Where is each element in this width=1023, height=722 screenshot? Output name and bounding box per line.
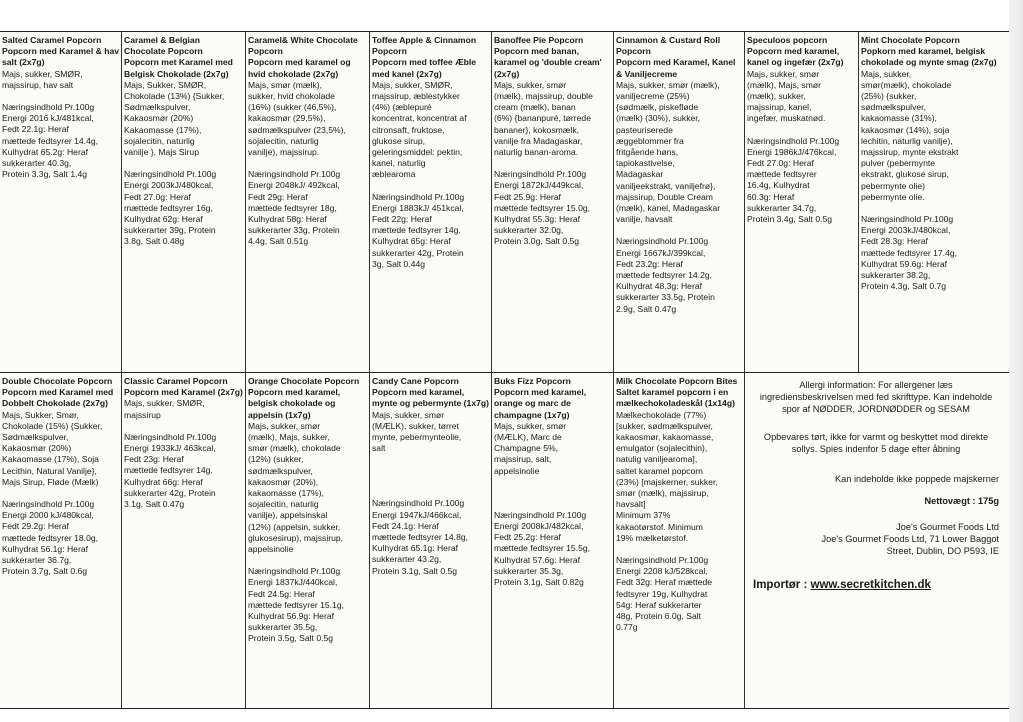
- product-cell: [0, 372, 122, 708]
- product-subtitle: Popcorn med Karamel, Kanel & Vaniljecreme: [616, 57, 736, 79]
- product-subtitle: Popcorn met Karamel med Belgisk Chokolade (2x7g): [124, 57, 233, 79]
- product-nutrition: Næringsindhold Pr.100g Energi 1837kJ/440kcal, Fedt 24.5g: Heraf mættede fedtsyrer 15.1g, Kulhydrat 56.9g: Heraf sukkerarter 35.5g, Protein 3.5g, Salt 0.5g: [248, 566, 345, 644]
- product-nutrition: Næringsindhold Pr.100g Energi 1872kJ/449kcal, Fedt 25.9g: Heraf mættede fedtsyrer 15.0g, Kulhydrat 55.3g: Heraf sukkerarter 32.0g, Protein 3.0g, Salt 0.5g: [494, 169, 591, 247]
- product-subtitle: Popcorn med toffee Æble med kanel (2x7g): [372, 57, 477, 79]
- product-ingredients: Majs, sukker, smør (MÆLK), Marc de Champagne 5%, majssirup, salt, appelsinolie: [494, 420, 567, 476]
- product-ingredients: Majs, Sukker, Smør, Chokolade (15%) {Sukker, Sødmælkspulver, Kakaosmør (20%) Kakaomasse (17%), Soja Lecithin, Natural Vanilje}, Majs Sirup, Fløde (Mælk): [2, 409, 103, 487]
- product-cell: [492, 32, 614, 372]
- product-title: Milk Chocolate Popcorn Bites: [616, 376, 738, 386]
- importer-link[interactable]: www.secretkitchen.dk: [810, 579, 931, 591]
- product-title: Toffee Apple & Cinnamon Popcorn: [372, 35, 477, 57]
- product-ingredients: Majs, sukker, SMØR, majssirup, hav salt: [2, 68, 83, 90]
- product-cell: [614, 372, 745, 708]
- product-title: Caramel& White Chocolate Popcorn: [248, 35, 358, 57]
- page-edge-shadow: [1009, 0, 1023, 722]
- label-sheet: [0, 31, 1009, 707]
- storage-info: Opbevares tørt, ikke for varmt og beskyttet mod direkte sollys. Spies indenfor 5 dage efter åbning: [763, 432, 989, 454]
- product-ingredients: Majs, sukker, SMØR, majssirup: [124, 398, 205, 420]
- product-cell: [0, 32, 122, 372]
- product-nutrition: Næringsindhold Pr.100g Energi 2048kJ/ 492kcal, Fedt 29g: Heraf mættede fedtsyrer 18g, Kulhydrat 58g: Heraf sukkerarter 33g, Protein 4.4g, Salt 0.51g: [248, 169, 341, 247]
- product-nutrition: Næringsindhold Pr.100g Energi 2003kJ/480kcal, Fedt 28.3g: Heraf mættede fedtsyrer 17.4g, Kulhydrat 59.6g: Heraf sukkerarter 38.2g, Protein 4.3g, Salt 0.7g: [861, 214, 958, 292]
- product-nutrition: Næringsindhold Pr.100g Energi 1947kJ/466kcal, Fedt 24.1g: Heraf mættede fedtsyrer 14.8g, Kulhydrat 65.1g: Heraf sukkerarter 43.2g, Protein 3.1g, Salt 0.5g: [372, 498, 469, 576]
- product-cell: [492, 372, 614, 708]
- product-ingredients: Majs, sukker, smør (mælk), Majs, smør (mælk), sukker, majssirup, kanel, ingefær, muskatnød.: [747, 68, 826, 124]
- product-nutrition: Næringsindhold Pr.100g Energi 2208 kJ/528kcal, Fedt 32g: Heraf mættede fedtsyrer 19g, Kulhydrat 54g: Heraf sukkerarter 48g, Protein 6.0g, Salt 0.77g: [616, 555, 713, 633]
- product-nutrition: Næringsindhold Pr.100g Energi 1883kJ/ 451kcal, Fedt 22g: Heraf mættede fedtsyrer 14g, Kulhydrat 65g: Heraf sukkerarter 42g, Protein 3g, Salt 0.44g: [372, 191, 465, 269]
- product-title: Salted Caramel Popcorn: [2, 35, 102, 45]
- product-cell: [745, 32, 859, 372]
- product-cell: [370, 372, 492, 708]
- product-ingredients: Majs, sukker, smør (mælk), vaniljecreme (25%) {sødmælk, piskefløde (mælk) (30%), sukker, pasteuriserede æggeblommer fra fritgående høns, tapiokastivelse, Madagaskar vaniljeekstrakt, vaniljefrø}, majssirup, Double Cream (mælk), kanel, Madagaskar vanilje, havsalt: [616, 79, 721, 225]
- product-title: Orange Chocolate Popcorn: [248, 376, 360, 386]
- product-title: Cinnamon & Custard Roll Popcorn: [616, 35, 721, 57]
- product-ingredients: Majs, sukker, smør (mælk), majssirup, double cream (mælk), banan (6%) {bananpuré, tørrede bananer}, kokosmælk, vanilje fra Madagaskar, naturlig banan-aroma.: [494, 79, 593, 158]
- product-subtitle: Saltet karamel popcorn i en mælkechokoladeskål (1x14g): [616, 387, 735, 409]
- product-subtitle: Popcorn med karamel, kanel og ingefær (2x7g): [747, 46, 844, 68]
- product-subtitle: Popcorn med Karamel & hav salt (2x7g): [2, 46, 120, 68]
- product-ingredients: Majs, sukker, smør (mælk), Majs, sukker, smør (mælk), chokolade (12%) (sukker, sødmælkspulver, kakaosmør (20%), kakaomasse (17%), sojalecitin, naturlig vanilje), appelsinskal (12%) (appelsin, sukker, glukosesirup), majssirup, appelsinolie: [248, 420, 344, 555]
- product-ingredients: Majs, sukker, SMØR, majssirup, æblestykker (4%) (æblepuré koncentrat, koncentrat af citronsaft, fruktose, glukose sirup, geleringsmiddel: pektin, kanel, naturlig æblearoma: [372, 79, 467, 180]
- may-contain-info: Kan indeholde ikke poppede majskerner: [835, 474, 999, 484]
- product-title: Mint Chocolate Popcorn: [861, 35, 960, 45]
- product-cell: [246, 372, 370, 708]
- product-title: Speculoos popcorn: [747, 35, 828, 45]
- product-subtitle: Popcorn med Karamel med Dobbelt Chokolade (2x7g): [2, 387, 114, 409]
- product-subtitle: Popcorn med karamel, mynte og pebermynte (1x7g): [372, 387, 489, 409]
- product-grid: [0, 31, 1009, 709]
- product-title: Banoffee Pie Popcorn: [494, 35, 584, 45]
- product-cell: [370, 32, 492, 372]
- product-ingredients: Majs, sukker, smør (MÆLK), sukker, tørret mynte, pebermynteolie, salt: [372, 409, 462, 454]
- net-weight: Nettovægt : 175g: [924, 496, 999, 506]
- product-ingredients: Majs, smør (mælk), sukker, hvid chokolade (16%) (sukker (46,5%), kakaosmør (29,5%), sødmælkspulver (23,5%), sojalecitin, naturlig vanilje), majssirup.: [248, 79, 346, 158]
- product-nutrition: Næringsindhold Pr.100g Energi 2003kJ/480kcal, Fedt 27.0g: Heraf mættede fedtsyrer 16g, Kulhydrat 62g: Heraf sukkerarter 39g, Protein 3.8g, Salt 0.48g: [124, 169, 217, 247]
- product-subtitle: Popcorn med karamel og hvid chokolade (2x7g): [248, 57, 351, 79]
- product-nutrition: Næringsindhold Pr.100g Energi 2016 kJ/481kcal, Fedt 22.1g: Heraf mættede fedtsyrer 14.4g, Kulhydrat 65.2g: Heraf sukkerarter 40.3g, Protein 3.3g, Salt 1.4g: [2, 102, 99, 180]
- product-subtitle: Popcorn med karamel, belgisk chokolade og appelsin (1x7g): [248, 387, 341, 420]
- product-nutrition: Næringsindhold Pr.100g Energi 2008kJ/482kcal, Fedt 25.2g: Heraf mættede fedtsyrer 15.5g, Kulhydrat 57.6g: Heraf sukkerarter 35.3g, Protein 3.1g, Salt 0.82g: [494, 509, 591, 588]
- company-address: Joe's Gourmet Foods Ltd Joe's Gourmet Foods Ltd, 71 Lower Baggot Street, Dublin, DO P593, IE: [821, 522, 999, 556]
- product-nutrition: Næringsindhold Pr.100g Energi 1667kJ/399kcal, Fedt 23.2g: Heraf mættede fedtsyrer 14.2g, Kulhydrat 48.3g: Heraf sukkerarter 33.5g, Protein 2.9g, Salt 0.47g: [616, 236, 715, 314]
- product-title: Caramel & Belgian Chocolate Popcorn: [124, 35, 203, 57]
- product-cell: [614, 32, 745, 372]
- product-title: Candy Cane Popcorn: [372, 376, 459, 386]
- product-subtitle: Popcorn med karamel, orange og marc de champagne (1x7g): [494, 387, 587, 420]
- importer: [753, 579, 999, 591]
- product-cell: [122, 372, 246, 708]
- product-cell: [246, 32, 370, 372]
- product-nutrition: Næringsindhold Pr.100g Energi 2000 kJ/480kcal, Fedt 29.2g: Heraf mættede fedtsyrer 18.0g, Kulhydrat 56.1g: Heraf sukkerarter 36.7g, Protein 3.7g, Salt 0.6g: [2, 499, 99, 577]
- product-subtitle: Popcorn med banan, karamel og 'double cream' (2x7g): [494, 46, 602, 79]
- allergy-info: Allergi information: For allergener læs ingrediensbeskrivelsen med fed skrifttype. Kan indeholde spor af NØDDER, JORDNØDDER og SESAM: [759, 380, 993, 414]
- product-title: Buks Fizz Popcorn: [494, 376, 571, 386]
- product-subtitle: Popkorn med karamel, belgisk chokolade og mynte smag (2x7g): [861, 46, 997, 68]
- product-nutrition: Næringsindhold Pr.100g Energi 1986kJ/476kcal, Fedt 27.0g: Heraf mættede fedtsyrer 16.4g, Kulhydrat 60.3g: Heraf sukkerarter 34.7g, Protein 3.4g, Salt 0.5g: [747, 135, 840, 225]
- product-ingredients: Majs, Sukker, SMØR, Chokolade (13%) {Sukker, Sødmælkspulver, Kakaosmør (20%) Kakaomasse (17%), sojalecitin, naturlig vanilje }, Majs Sirup: [124, 79, 225, 158]
- product-title: Classic Caramel Popcorn: [124, 376, 228, 386]
- product-title: Double Chocolate Popcorn: [2, 376, 113, 386]
- product-nutrition: Næringsindhold Pr.100g Energi 1933kJ/ 463kcal, Fedt 23g: Heraf mættede fedtsyrer 14g, Kulhydrat 66g: Heraf sukkerarter 42g, Protein 3.1g, Salt 0.47g: [124, 431, 217, 510]
- product-ingredients: Majs, sukker, smør(mælk), chokolade (25%) {sukker, sødmælkspulver, kakaomasse (31%), kakaosmør (14%), soja lechitin, naturlig vanilje), majssirup, mynte ekstrakt pulver (pebermynte ekstrakt, glukose sirup, pebermynte olie) pebermynte olie.: [861, 68, 959, 202]
- importer-label: Importør :: [753, 579, 811, 591]
- product-subtitle: Popcorn med Karamel (2x7g): [124, 387, 243, 398]
- product-cell: [122, 32, 246, 372]
- info-panel: [745, 372, 1009, 708]
- product-cell: [859, 32, 1009, 372]
- product-ingredients: Mælkechokolade (77%) [sukker, sødmælkspulver, kakaosmør, kakaomasse, emulgator (sojalecithin), natulig vaniljearoma], saltet karamel popcorn (23%) [majskerner, sukker, smør (mælk), majssirup, havsalt] Minimum 37% kakaotørstof. Minimum 19% mælketørstof.: [616, 409, 718, 543]
